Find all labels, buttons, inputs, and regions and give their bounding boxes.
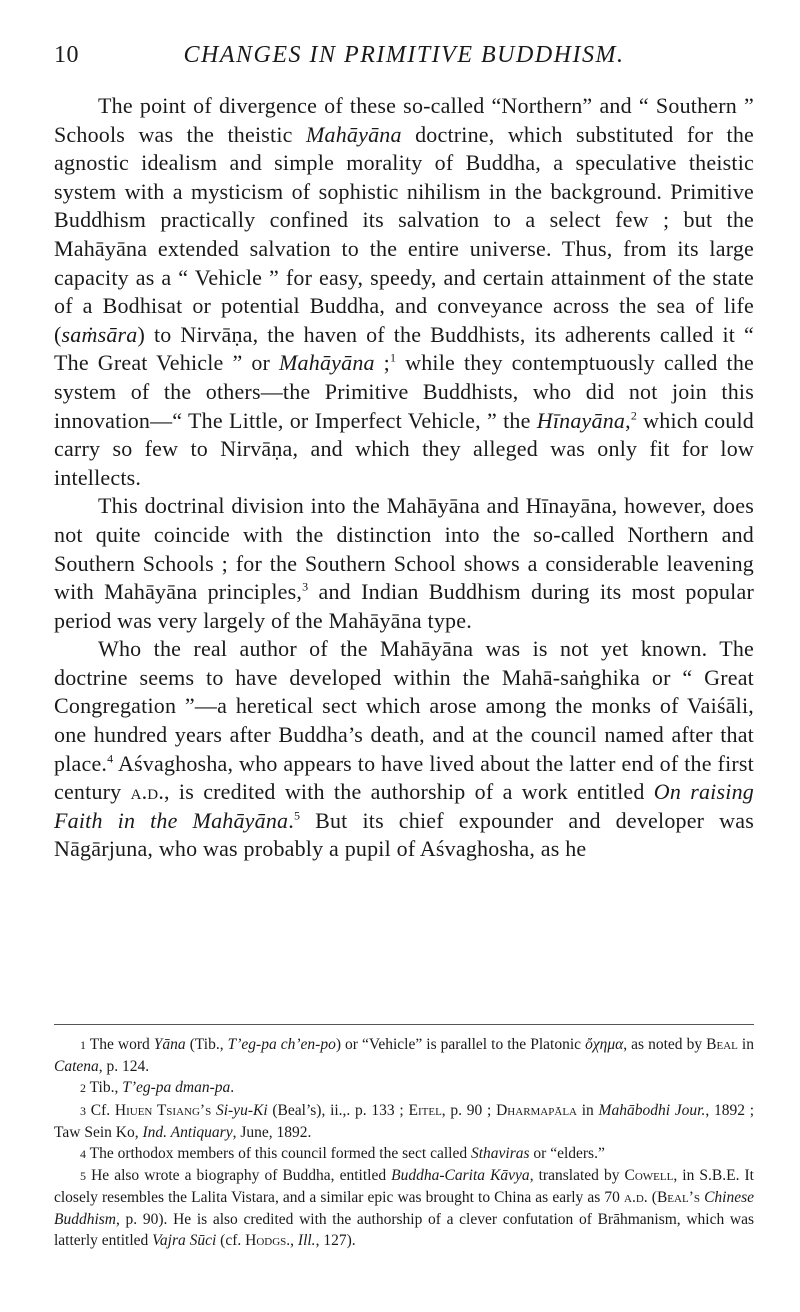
- footnote-ref: 2: [630, 408, 638, 423]
- text-run: Aśvaghosha, who appears to have lived about the latter end of the first century: [54, 750, 754, 805]
- text-run: The point of divergence of these so-called “Northern” and “ Southern ” Schools was the theistic: [54, 93, 754, 147]
- text-run: Who the real author of the Mahāyāna was is not yet known. The doctrine seems to have developed within the Mahā-saṅghika or “ Great Congregation ”—a heretical sect which arose among the monks of Vaiśāli, one hundred years after Buddha’s death, and at the council named after that place.: [54, 636, 754, 776]
- italic-text: Mahāyāna: [279, 350, 375, 376]
- text-run: Tib.,: [89, 1079, 123, 1097]
- text-run: in: [737, 1036, 754, 1053]
- italic-text: Mahābodhi Jour.: [598, 1101, 706, 1119]
- italic-text: Si-yu-Ki: [215, 1101, 268, 1119]
- text-run: ) or “Vehicle” is parallel to the Platonic: [335, 1036, 586, 1053]
- small-caps-text: Hodgs.: [245, 1231, 291, 1249]
- small-caps-text: Cowell: [624, 1167, 674, 1185]
- text-run: .: [230, 1079, 235, 1097]
- paragraph: [54, 92, 754, 492]
- running-head: [54, 42, 754, 82]
- footnote: [54, 1034, 754, 1077]
- text-run: , p. 124.: [98, 1058, 150, 1076]
- small-caps-text: Dharmapāla: [496, 1101, 577, 1119]
- italic-text: Hīnayāna: [536, 407, 626, 433]
- text-run: , p. 90). He is also credited with the authorship of a clever confutation of Brāhmanism, which was latterly entitled: [54, 1210, 754, 1249]
- text-run: This doctrinal division into the Mahāyāna and Hīnayāna, however, does not quite coincide with the distinction into the so-called Northern and Southern Schools ; for the Southern School shows a considerable leavening with Mahāyāna principles,: [54, 493, 754, 605]
- text-run: , in S.B.E. It closely resembles the Lalita Vistara, and a similar epic was brought to China as early as 70: [54, 1167, 754, 1207]
- text-run: in: [576, 1101, 599, 1119]
- text-run: The orthodox members of this council formed the sect called: [89, 1145, 471, 1163]
- small-caps-text: Eitel: [408, 1101, 442, 1119]
- footnote: [54, 1077, 754, 1099]
- footnote: [54, 1143, 754, 1165]
- page-number: 10: [54, 42, 79, 68]
- footnote-ref: 1: [390, 351, 397, 366]
- small-caps-text: a.d.: [130, 779, 165, 805]
- text-run: , translated by: [529, 1167, 625, 1185]
- italic-text: Ind. Antiquary: [142, 1123, 233, 1141]
- text-run: or “elders.”: [529, 1145, 605, 1163]
- text-run: (cf.: [216, 1231, 246, 1249]
- text-run: (Beal’s), ii.,. p. 133 ;: [267, 1101, 409, 1119]
- italic-text: T’eg-pa ch’en-po: [227, 1036, 336, 1053]
- small-caps-text: Beal’s: [656, 1189, 700, 1207]
- italic-text: ὄχημα: [585, 1036, 624, 1053]
- footnote-ref: 3: [302, 579, 309, 594]
- footnote-ref: 4: [107, 751, 114, 766]
- footnote: [54, 1165, 754, 1251]
- running-title: CHANGES IN PRIMITIVE BUDDHISM.: [183, 42, 625, 68]
- footnote-number: 3: [80, 1103, 86, 1118]
- text-run: , as noted by: [623, 1036, 707, 1053]
- paragraph: [54, 635, 754, 864]
- body-text: [54, 92, 754, 864]
- text-run: The word: [89, 1036, 154, 1053]
- italic-text: Yāna: [153, 1036, 186, 1053]
- small-caps-text: Beal: [706, 1036, 738, 1053]
- footnote-number: 2: [80, 1081, 86, 1096]
- footnote: [54, 1100, 754, 1143]
- text-run: But its chief expounder and developer was Nāgārjuna, who was probably a pupil of Aśvaghosha, as he: [54, 807, 754, 862]
- paragraph: [54, 492, 754, 635]
- text-run: while they contemptuously called the system of the others—the Primitive Buddhists, who did not join this innovation—“ The Little, or Imperfect Vehicle, ” the: [54, 350, 754, 433]
- italic-text: T’eg-pa dman-pa: [122, 1079, 231, 1097]
- text-run: , p. 90 ;: [441, 1101, 497, 1119]
- footnote-ref: 5: [293, 808, 301, 823]
- text-run: ;: [374, 350, 390, 376]
- italic-text: Buddha-Carita Kāvya: [391, 1167, 530, 1185]
- text-run: (: [647, 1189, 657, 1207]
- text-run: which could carry so few to Nirvāṇa, and which they alleged was only fit for low intellects.: [54, 407, 754, 490]
- footnote-number: 4: [80, 1147, 86, 1162]
- italic-text: saṁsāra: [61, 321, 138, 347]
- text-run: , June, 1892.: [232, 1123, 312, 1141]
- text-run: He also wrote a biography of Buddha, entitled: [91, 1167, 392, 1185]
- text-run: and Indian Buddhism during its most popular period was very largely of the Mahāyāna type.: [54, 579, 754, 633]
- small-caps-text: a.d.: [624, 1189, 648, 1207]
- italic-text: Ill.: [297, 1231, 316, 1249]
- text-run: , is credited with the authorship of a work entitled: [164, 779, 654, 805]
- italic-text: Mahāyāna: [306, 121, 402, 147]
- text-run: , 127).: [315, 1231, 356, 1249]
- text-run: (Tib.,: [185, 1036, 228, 1053]
- italic-text: Sthaviras: [470, 1145, 530, 1163]
- footnote-number: 5: [80, 1169, 86, 1184]
- italic-text: Vajra Sūci: [152, 1231, 217, 1249]
- text-run: Cf.: [90, 1101, 115, 1119]
- small-caps-text: Hiuen Tsiang’s: [114, 1101, 212, 1119]
- text-run: ,: [625, 407, 631, 433]
- text-run: ) to Nirvāṇa, the haven of the Buddhists, its adherents called it “ The Great Vehicle ” or: [54, 321, 754, 376]
- text-run: doctrine, which substituted for the agnostic idealism and simple morality of Buddha, a speculative theistic system with a mysticism of sophistic nihilism in the background. Primitive Buddhism practically confined its salvation to a select few ; but the Mahāyāna extended salvation to the entire universe. Thus, from its large capacity as a “ Vehicle ” for easy, speedy, and certain attainment of the state of a Bodhisat or potential Buddha, and conveyance across the sea of life (: [54, 121, 754, 347]
- italic-text: On raising Faith in the Mahāyāna: [54, 779, 754, 833]
- italic-text: Catena: [54, 1058, 99, 1076]
- italic-text: Chinese Buddhism: [54, 1189, 755, 1228]
- text-run: .: [288, 807, 294, 833]
- text-run: , 1892 ; Taw Sein Ko,: [54, 1101, 755, 1141]
- text-run: ,: [290, 1231, 298, 1249]
- footnote-divider: [54, 1024, 754, 1025]
- footnote-number: 1: [80, 1038, 86, 1052]
- footnotes: [54, 1034, 754, 1251]
